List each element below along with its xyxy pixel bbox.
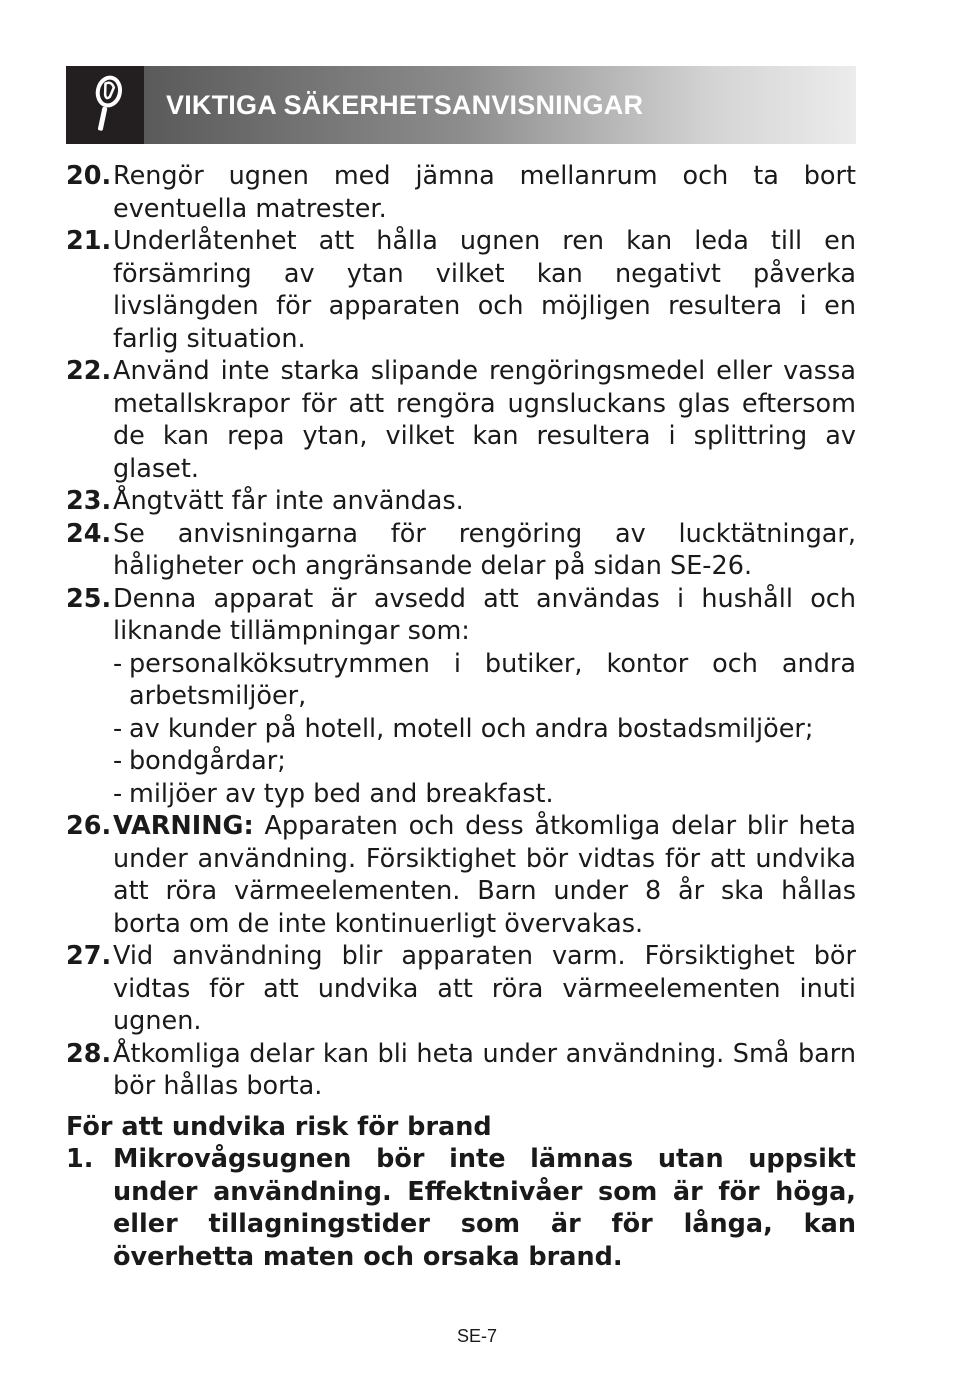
item-number: 22. xyxy=(66,356,112,386)
bullet-dash: - xyxy=(113,713,123,744)
list-item-27 xyxy=(66,940,856,1038)
item-text: Denna apparat är avsedd att användas i hushåll och liknande tillämpningar som: xyxy=(113,583,856,646)
fire-section-heading: För att undvika risk för brand xyxy=(66,1111,492,1142)
item-text: Apparaten och dess åtkomliga delar blir heta under användning. Försiktighet bör vidtas för att undvika att röra värmeelementen. Barn under 8 år ska hållas borta om de inte kontinuerligt övervakas. xyxy=(113,811,856,939)
item-number: 20. xyxy=(66,161,112,191)
warning-label: VARNING: xyxy=(113,811,254,841)
sub-item-text: miljöer av typ bed and breakfast. xyxy=(129,778,554,809)
bullet-dash: - xyxy=(113,648,123,679)
fire-item-1 xyxy=(66,1143,856,1273)
item-text: Se anvisningarna för rengöring av lucktätningar, håligheter och angränsande delar på sidan SE-26. xyxy=(113,518,856,581)
item-text: Underlåtenhet att hålla ugnen ren kan leda till en försämring av ytan vilket kan negativt påverka livslängden för apparaten och möjligen resultera i en farlig situation. xyxy=(113,226,856,354)
item-text: Använd inte starka slipande rengöringsmedel eller vassa metallskrapor för att rengöra ugnsluckans glas eftersom de kan repa ytan, vilket kan resultera i splittring av glaset. xyxy=(113,356,856,484)
item-text: Ångtvätt får inte användas. xyxy=(113,486,464,516)
sub-item xyxy=(66,648,856,713)
list-item-22 xyxy=(66,355,856,485)
list-item-24 xyxy=(66,518,856,583)
item-number: 25. xyxy=(66,583,112,614)
item-number: 28. xyxy=(66,1038,112,1069)
item-number: 26. xyxy=(66,811,112,841)
item-text: Mikrovågsugnen bör inte lämnas utan uppsikt under användning. Effektnivåer som är för höga, eller tillagningstider som är för långa, kan överhetta maten och orsaka brand. xyxy=(113,1144,856,1272)
bullet-dash: - xyxy=(113,778,123,809)
item-number: 21. xyxy=(66,226,112,256)
item-text: Rengör ugnen med jämna mellanrum och ta bort eventuella matrester. xyxy=(113,161,856,224)
list-item-21 xyxy=(66,225,856,355)
list-item-26 xyxy=(66,810,856,940)
list-item-20 xyxy=(66,160,856,225)
header-band xyxy=(144,66,856,144)
item-number: 24. xyxy=(66,518,112,549)
item-text: Åtkomliga delar kan bli heta under användning. Små barn bör hållas borta. xyxy=(113,1038,856,1101)
sub-item-text: av kunder på hotell, motell och andra bostadsmiljöer; xyxy=(129,713,814,744)
sub-item-text: bondgårdar; xyxy=(129,746,286,776)
instruction-list xyxy=(66,160,856,1273)
header-icon-box xyxy=(66,66,144,144)
list-item-23 xyxy=(66,485,856,518)
sub-item xyxy=(66,713,856,746)
page-number: SE-7 xyxy=(456,1326,498,1346)
list-item-25 xyxy=(66,583,856,648)
sub-item-text: personalköksutrymmen i butiker, kontor och andra arbetsmiljöer, xyxy=(129,648,856,711)
item-number: 27. xyxy=(66,941,112,971)
exclamation-icon xyxy=(84,74,126,136)
sub-item xyxy=(66,778,856,811)
item-number: 23. xyxy=(66,486,112,516)
page-title: VIKTIGA SÄKERHETSANVISNINGAR xyxy=(166,89,644,120)
item-number: 1. xyxy=(66,1144,94,1174)
bullet-dash: - xyxy=(113,746,123,776)
section-header xyxy=(66,66,856,144)
item-text: Vid användning blir apparaten varm. Försiktighet bör vidtas för att undvika att röra värmeelementen inuti ugnen. xyxy=(113,941,856,1036)
sub-item xyxy=(66,745,856,778)
list-item-28 xyxy=(66,1038,856,1103)
